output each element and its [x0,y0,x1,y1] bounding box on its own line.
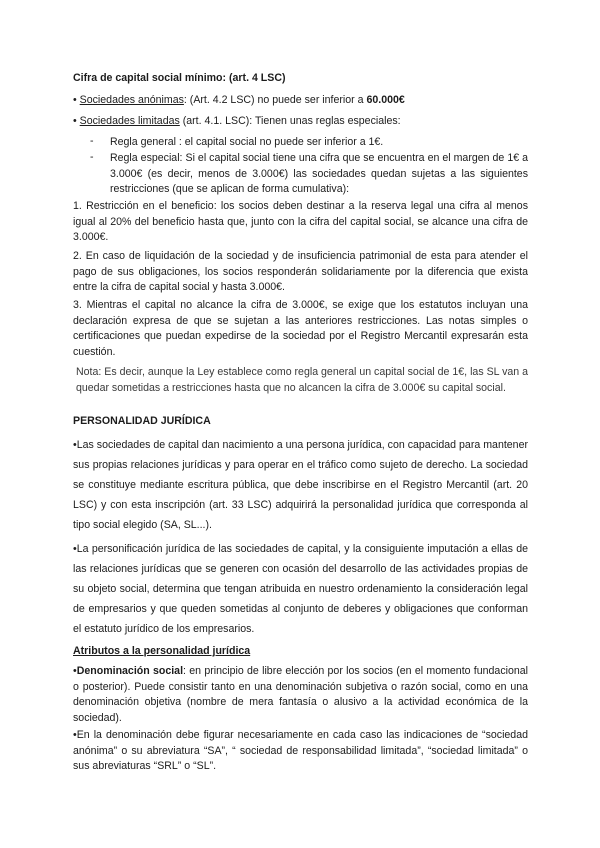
personalidad-paragraph-2: •La personificación jurídica de las sociedades de capital, y la consiguiente imputación a ellas de las relaciones jurídicas que se generen con ocasión del desarrollo de las actividades propias de su objeto social, determina que tengan atribuida en nuestro ordenamiento la consideración legal de empresarios y que queden sometidas al conjunto de deberes y obligaciones que conforman el estatuto jurídico de los empresarios. [73,543,528,635]
personalidad-paragraph-1: •Las sociedades de capital dan nacimiento a una persona jurídica, con capacidad para mantener sus propias relaciones jurídicas y para operar en el tráfico como sujeto de derecho. La sociedad se constituye mediante escritura pública, que debe inscribirse en el Registro Mercantil (art. 20 LSC) y con esta inscripción (art. 33 LSC) adquirirá la personalidad jurídica que corresponda al tipo social elegido (SA, SL...). [73,439,528,531]
denominacion-term: Denominación social [76,665,184,677]
sa-bullet: • [73,94,77,106]
rule-special: Regla especial: Si el capital social tiene una cifra que se encuentra en el margen de 1€ a 3.000€ (es decir, menos de 3.000€) las sociedades quedan sujetas a las siguientes restricciones (que se aplican de forma cumulativa): [110,152,528,195]
sl-text: (art. 4.1. LSC): Tienen unas reglas especiales: [179,115,401,127]
personalidad-heading: PERSONALIDAD JURÍDICA [73,415,211,427]
sa-line [73,93,528,109]
restriction-item-3: 3. Mientras el capital no alcance la cifra de 3.000€, se exige que los estatutos incluyan una declaración expresa de que se sujetan a las anteriores restricciones. Las notas simples o certificaciones que puedan expedirse de la sociedad por el Registro Mercantil expresarán esta cuestión. [73,299,528,358]
restriction-item-1: 1. Restricción en el beneficio: los socios deben destinar a la reserva legal una cifra al menos igual al 20% del beneficio hasta que, junto con la cifra del capital social, se alcance una cifra de 3.000€. [73,200,528,243]
sa-text: : (Art. 4.2 LSC) no puede ser inferior a [183,94,367,106]
restriction-item-2: 2. En caso de liquidación de la sociedad y de insuficiencia patrimonial de esta para atender el pago de sus obligaciones, los socios responderán solidariamente por la diferencia que exista entre la cifra de capital social y hasta 3.000€. [73,250,528,293]
atributos-heading: Atributos a la personalidad jurídica [73,645,251,657]
sl-term: Sociedades limitadas [79,115,180,127]
sa-amount: 60.000€ [366,94,405,106]
capital-heading: Cifra de capital social mínimo: (art. 4 LSC) [73,72,286,84]
sl-line [73,114,528,130]
denominacion-bullet: • [73,665,77,677]
sl-bullet: • [73,115,77,127]
dash-marker: - [90,151,94,163]
denominacion-text: : en principio de libre elección por los socios (en el momento fundacional o posterior). Puede consistir tanto en una denominación subjetiva o razón social, como en una denominación objetiva (nombre de mera fantasía o alusivo a la actividad económica de la sociedad). [73,665,528,724]
note-paragraph: Nota: Es decir, aunque la Ley establece como regla general un capital social de 1€, las SL van a quedar sometidas a restricciones hasta que no alcancen la cifra de 3.000€ su capital social. [76,366,528,394]
rule-general: Regla general : el capital social no puede ser inferior a 1€. [110,136,384,148]
denominacion-paragraph [73,664,528,726]
dash-marker: - [90,135,94,147]
denominacion-paragraph-2: •En la denominación debe figurar necesariamente en cada caso las indicaciones de “sociedad anónima” o su abreviatura “SA”, “ sociedad de responsabilidad limitada”, “sociedad limitada” o sus abreviaturas “SRL” o “SL”. [73,729,528,772]
sa-term: Sociedades anónimas [79,94,184,106]
